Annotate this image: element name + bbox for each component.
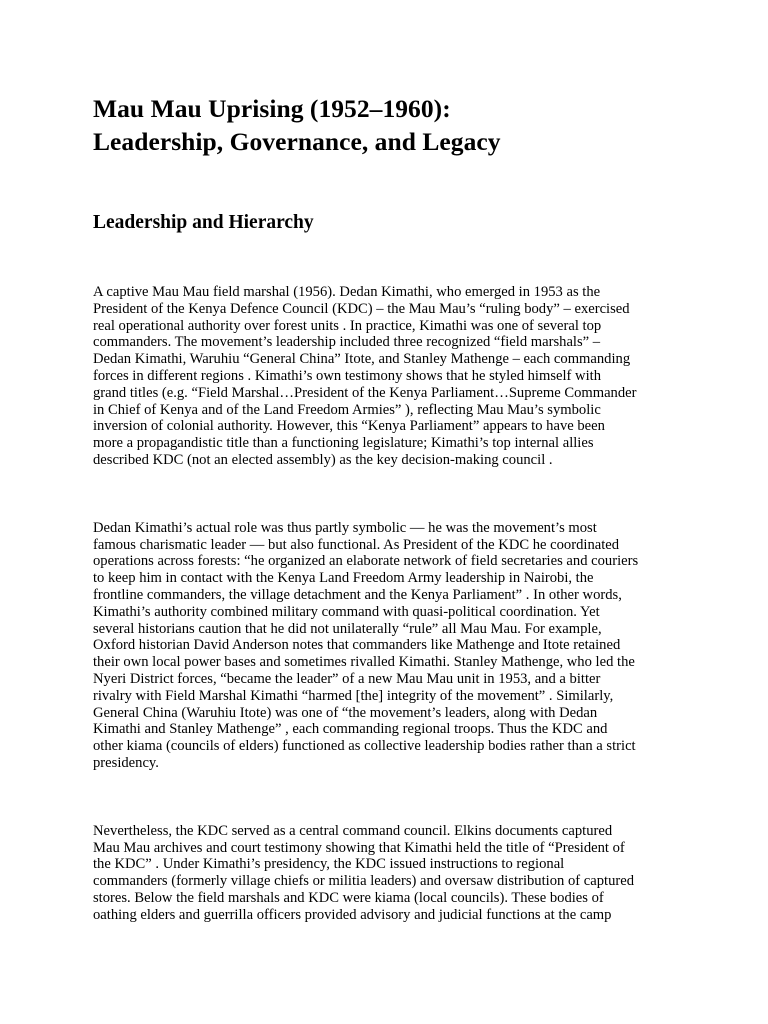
paragraph-line: Nyeri District forces, “became the leader” of a new Mau Mau unit in 1953, and a bitter [93, 670, 601, 687]
paragraph-line: to keep him in contact with the Kenya Land Freedom Army leadership in Nairobi, the [93, 570, 594, 587]
paragraph-line: commanders (formerly village chiefs or militia leaders) and oversaw distribution of captured [93, 873, 635, 890]
paragraph-line: frontline commanders, the village detachment and the Kenya Parliament” . In other words, [93, 586, 622, 603]
paragraph-line: Dedan Kimathi’s actual role was thus partly symbolic — he was the movement’s most [93, 519, 597, 536]
section-heading: Leadership and Hierarchy [93, 212, 314, 233]
paragraph-line: oathing elders and guerrilla officers provided advisory and judicial functions at the camp [93, 906, 612, 923]
paragraph-line: Nevertheless, the KDC served as a central command council. Elkins documents captured [93, 822, 613, 839]
paragraph-1 [93, 284, 708, 469]
paragraph-line: Dedan Kimathi, Waruhiu “General China” Itote, and Stanley Mathenge – each commanding [93, 351, 631, 368]
paragraph-line: rivalry with Field Marshal Kimathi “harmed [the] integrity of the movement” . Similarly, [93, 687, 614, 704]
paragraph-line: President of the Kenya Defence Council (KDC) – the Mau Mau’s “ruling body” – exercised [93, 300, 630, 317]
paragraph-line: famous charismatic leader — but also functional. As President of the KDC he coordinated [93, 536, 620, 553]
paragraph-line: commanders. The movement’s leadership included three recognized “field marshals” – [93, 334, 601, 351]
paragraph-line: other kiama (councils of elders) functioned as collective leadership bodies rather than a strict [93, 738, 636, 755]
paragraph-3 [93, 823, 708, 924]
paragraph-line: their own local power bases and sometimes rivalled Kimathi. Stanley Mathenge, who led the [93, 654, 635, 671]
paragraph-line: presidency. [93, 754, 159, 771]
paragraph-line: Mau Mau archives and court testimony showing that Kimathi held the title of “President of [93, 839, 625, 856]
paragraph-2 [93, 520, 708, 772]
paragraph-line: the KDC” . Under Kimathi’s presidency, the KDC issued instructions to regional [93, 856, 565, 873]
title-line: Leadership, Governance, and Legacy [93, 127, 501, 156]
paragraph-line: described KDC (not an elected assembly) as the key decision-making council . [93, 451, 553, 468]
paragraph-line: forces in different regions . Kimathi’s own testimony shows that he styled himself with [93, 367, 602, 384]
document-title [93, 92, 708, 158]
paragraph-line: Kimathi and Stanley Mathenge” , each commanding regional troops. Thus the KDC and [93, 721, 608, 738]
paragraph-line: more a propagandistic title than a functioning legislature; Kimathi’s top internal allies [93, 435, 594, 452]
paragraph-line: General China (Waruhiu Itote) was one of “the movement’s leaders, along with Dedan [93, 704, 598, 721]
paragraph-line: Oxford historian David Anderson notes that commanders like Mathenge and Itote retained [93, 637, 621, 654]
paragraph-line: in Chief of Kenya and of the Land Freedom Armies” ), reflecting Mau Mau’s symbolic [93, 401, 601, 418]
paragraph-line: Kimathi’s authority combined military command with quasi-political coordination. Yet [93, 603, 600, 620]
paragraph-line: grand titles (e.g. “Field Marshal…President of the Kenya Parliament…Supreme Commander [93, 384, 637, 401]
paragraph-line: A captive Mau Mau field marshal (1956). Dedan Kimathi, who emerged in 1953 as the [93, 284, 601, 300]
paragraph-line: inversion of colonial authority. However, this “Kenya Parliament” appears to have been [93, 418, 605, 435]
paragraph-line: real operational authority over forest units . In practice, Kimathi was one of several top [93, 317, 602, 334]
paragraph-line: operations across forests: “he organized an elaborate network of field secretaries and couriers [93, 553, 639, 570]
title-line: Mau Mau Uprising (1952–1960): [93, 94, 451, 123]
paragraph-line: stores. Below the field marshals and KDC were kiama (local councils). These bodies of [93, 889, 604, 906]
paragraph-line: several historians caution that he did not unilaterally “rule” all Mau Mau. For example, [93, 620, 602, 637]
